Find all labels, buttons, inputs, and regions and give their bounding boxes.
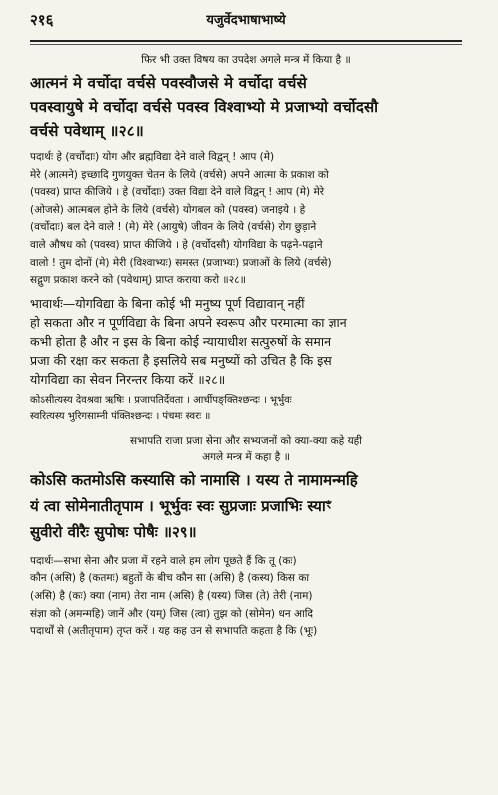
- text-line: सद्गुण प्रकाश करने को (पवेथाम्) प्राप्त कराया करो ॥२८॥: [30, 274, 246, 287]
- intro-line: फिर भी उक्त विषय का उपदेश अगले मन्त्र में किया है ॥: [141, 54, 351, 66]
- mantra-line: कोऽसि कतमोऽसि कस्यासि को नामासि । यस्य ते नामामन्महि: [30, 470, 358, 489]
- text-line: (ओजसे) आत्मबल होने के लिये (वर्चसे) योगबल को (पवस्व) जनाइये । हे: [30, 203, 306, 216]
- mantra-line: पवस्वायुषे मे वर्चोदा वर्चसे पवस्व विश्वाभ्यो मे प्रजाभ्यो वर्चोदसौ: [30, 98, 379, 116]
- text-line: स्वरित्यस्य भुरिगसाम्नी पंक्तिश्छन्दः । पंचमः स्वरः ॥: [30, 410, 211, 422]
- mantra-line: वर्चसे पवेथाम् ॥२८॥: [30, 122, 144, 140]
- padartha-28: [30, 149, 462, 290]
- page-header: [30, 10, 462, 32]
- text-line: पदार्थों से (अतीतृपाम) तृप्त करें । यह कह उन से सभापति कहता है कि (भूः): [30, 625, 318, 638]
- text-line: (वर्चोदाः) बल देने वाले ! (मे) मेरे (आयुषे) जीवन के लिये (वर्चसे) रोग छुड़ाने: [30, 221, 317, 234]
- text-line: भावार्थः—योगविद्या के बिना कोई भी मनुष्य पूर्ण विद्यावान् नहीं: [30, 295, 305, 311]
- text-line: वालो ! तुम दोनों (मे) मेरी (विश्वाभ्यः) समस्त (प्रजाभ्यः) प्रजाओं के लिये (वर्चसे): [30, 256, 332, 269]
- intro-29: [30, 433, 462, 465]
- mantra-28: [30, 71, 462, 143]
- text-line: सभापति राजा प्रजा सेना और सभ्यजनों को क्या-क्या कहे यही: [130, 434, 362, 447]
- text-line: वाले औषध को (पवस्व) प्राप्त कीजिये । हे (वर्चोदसौ) योगविद्या के पढ़ने-पढ़ाने: [30, 238, 323, 251]
- text-line: पदार्थः हे (वर्चोदाः) योग और ब्रह्मविद्या देने वाले विद्वन् ! आप (मे): [30, 151, 275, 163]
- rishi-devata-note: [30, 393, 462, 425]
- text-line: पदार्थः—सभा सेना और प्रजा में रहने वाले हम लोग पूछते हैं कि तू (कः): [30, 554, 297, 567]
- text-line: मेरे (आत्मने) इच्छादि गुणयुक्त चेतन के लिये (वर्चसे) अपने आत्मा के प्रकाश को: [30, 168, 329, 181]
- mantra-line: सुवीरो वीरैः सुपोषः पोषैः ॥२९॥: [30, 522, 197, 541]
- text-line: कोऽसीत्यस्य देवश्रवा ऋषिः । प्रजापतिर्देवता । आर्चीपङ्क्तिश्छन्दः । भूर्भुवः: [30, 394, 292, 406]
- padartha-29: [30, 553, 462, 641]
- bhavartha-28: [30, 294, 462, 389]
- header-rule: [30, 40, 462, 42]
- header-rule-thin: [30, 44, 462, 45]
- running-title: यजुर्वेदभाषाभाष्ये: [206, 13, 286, 28]
- text-line: (असि) है (कः) क्या (नाम) तेरा नाम (असि) है (यस्य) जिस (ते) तेरी (नाम): [30, 589, 313, 602]
- text-line: अगले मन्त्र में कहा है ॥: [202, 450, 290, 463]
- text-line: संज्ञा को (अमन्महि) जानें और (यम्) जिस (त्वा) तुझ को (सोमेन) धन आदि: [30, 607, 314, 620]
- text-line: कभी होता है और न इस के बिना कोई न्यायाधीश सत्पुरुषों के समान: [30, 333, 332, 349]
- text-line: प्रजा की रक्षा कर सकता है इसलिये सब मनुष्यों को उचित है कि इस: [30, 352, 332, 368]
- text-line: योगविद्या का सेवन निरन्तर किया करें ॥२८॥: [30, 371, 226, 387]
- text-line: (पवस्व) प्राप्त कीजिये । हे (वर्चोदाः) उक्त विद्या देने वाले विद्वन् ! आप (मे) मेरे: [30, 186, 325, 199]
- mantra-line: यं त्वा सोमेनातीतृपाम । भूर्भुवः स्वः सुप्रजाः प्रजाभिः स्याꣳ: [30, 496, 332, 515]
- text-line: हो सकता और न पूर्णविद्या के बिना अपने स्वरूप और परमात्मा का ज्ञान: [30, 314, 347, 330]
- mantra-line: आत्मनं मे वर्चोदा वर्चसे पवस्वौजसे मे वर्चोदा वर्चसे: [30, 74, 307, 92]
- page-number: २१६: [30, 11, 54, 29]
- mantra-29: [30, 467, 462, 545]
- text-line: कौन (असि) है (कतमः) बहुतों के बीच कौन सा (असि) है (कस्य) किस का: [30, 572, 310, 585]
